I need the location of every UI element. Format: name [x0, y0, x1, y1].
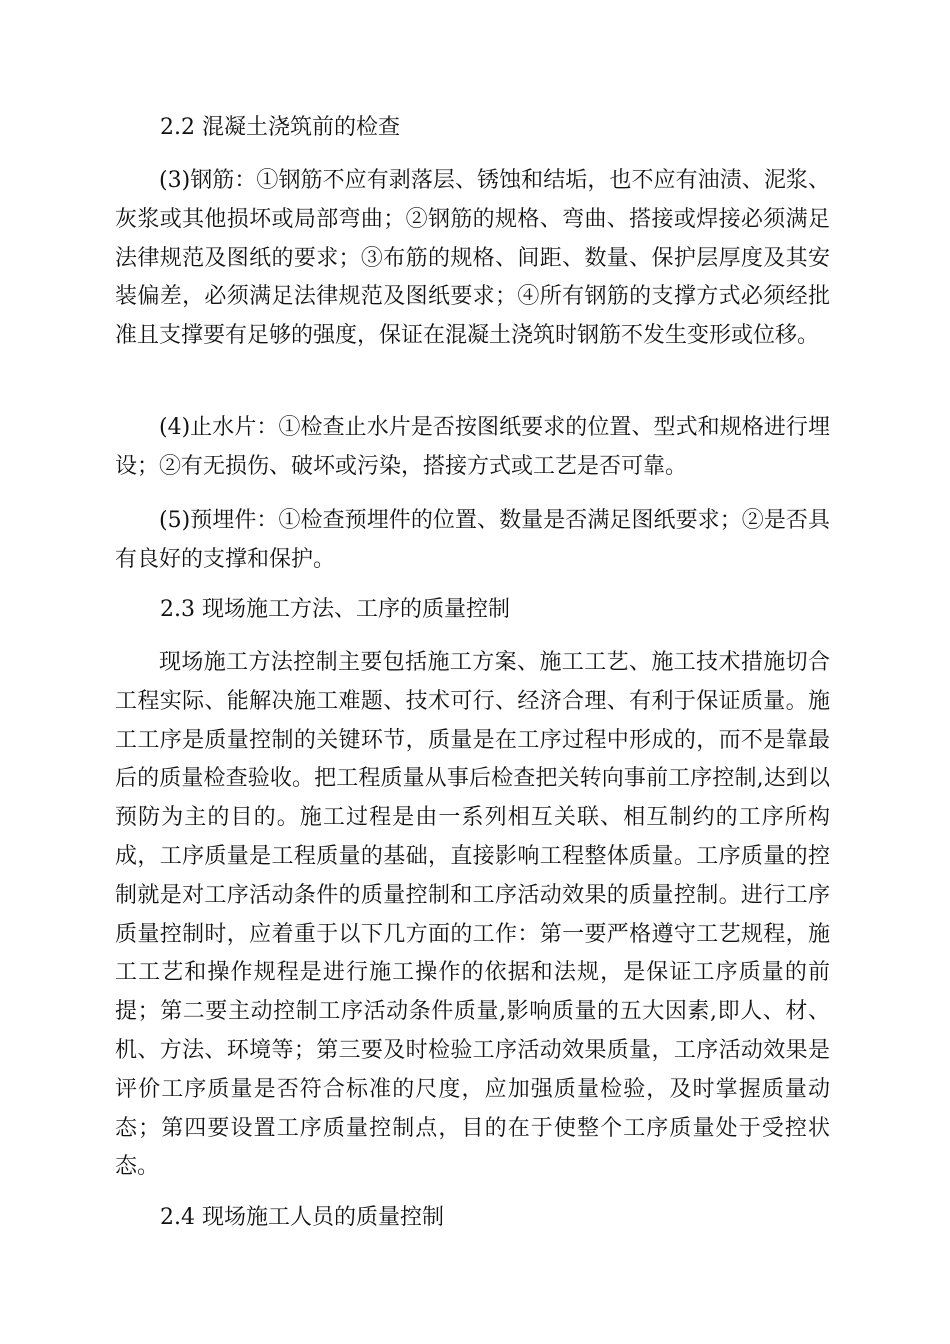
section-heading-2-2: 2.2 混凝土浇筑前的检查 — [160, 115, 400, 140]
paragraph-embedded-parts-inspection: (5)预埋件：①检查预埋件的位置、数量是否满足图纸要求；②是否具有良好的支撑和保护。 — [115, 508, 830, 572]
paragraph-rebar-inspection: (3)钢筋：①钢筋不应有剥落层、锈蚀和结垢，也不应有油渍、泥浆、灰浆或其他损坏或局部弯曲；②钢筋的规格、弯曲、搭接或焊接必须满足法律规范及图纸的要求；③布筋的规格、间距、数量、保护层厚度及其安装偏差，必须满足法律规范及图纸要求；④所有钢筋的支撑方式必须经批准且支撑要有足够的强度，保证在混凝土浇筑时钢筋不发生变形或位移。 — [115, 168, 830, 349]
section-heading-2-4: 2.4 现场施工人员的质量控制 — [160, 1205, 444, 1230]
paragraph-construction-methods: 现场施工方法控制主要包括施工方案、施工工艺、施工技术措施切合工程实际、能解决施工难题、技术可行、经济合理、有利于保证质量。施工工序是质量控制的关键环节，质量是在工序过程中形成的，而不是靠最后的质量检查验收。把工程质量从事后检查把关转向事前工序控制,达到以预防为主的目的。施工过程是由一系列相互关联、相互制约的工序所构成，工序质量是工程质量的基础，直接影响工程整体质量。工序质量的控制就是对工序活动条件的质量控制和工序活动效果的质量控制。进行工序质量控制时，应着重于以下几方面的工作：第一要严格遵守工艺规程，施工工艺和操作规程是进行施工操作的依据和法规，是保证工序质量的前提；第二要主动控制工序活动条件质量,影响质量的五大因素,即人、材、机、方法、环境等；第三要及时检验工序活动效果质量，工序活动效果是评价工序质量是否符合标准的尺度，应加强质量检验，及时掌握质量动态；第四要设置工序质量控制点，目的在于使整个工序质量处于受控状态。 — [115, 650, 830, 1180]
section-heading-2-3: 2.3 现场施工方法、工序的质量控制 — [160, 597, 510, 622]
paragraph-waterstop-inspection: (4)止水片：①检查止水片是否按图纸要求的位置、型式和规格进行埋设；②有无损伤、破坏或污染，搭接方式或工艺是否可靠。 — [115, 415, 830, 479]
